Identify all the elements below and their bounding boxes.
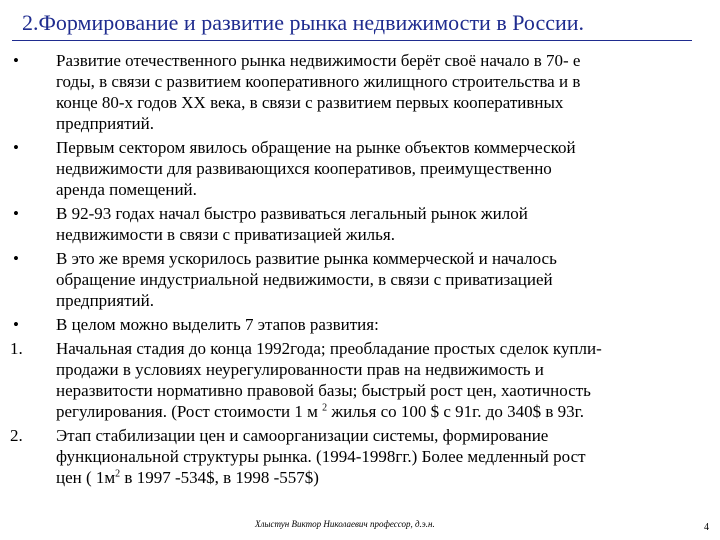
text-line xyxy=(56,467,688,488)
text-line: продажи в условиях неурегулированности прав на недвижимость и xyxy=(56,360,544,379)
text-segment: цен ( 1м xyxy=(56,468,116,487)
footer-author: Хлыстун Виктор Николаевич профессор, д.э.н. xyxy=(255,519,435,529)
text-line: годы, в связи с развитием кооперативного жилищного строительства и в xyxy=(56,72,581,91)
text-line: Развитие отечественного рынка недвижимости берёт своё начало в 70- е xyxy=(56,51,581,70)
bullet-item xyxy=(0,50,720,134)
bullet-marker: • xyxy=(13,249,19,268)
bullet-marker: • xyxy=(13,204,19,223)
text-line: предприятий. xyxy=(56,114,154,133)
item-number: 2. xyxy=(10,426,23,445)
text-line: аренда помещений. xyxy=(56,180,197,199)
item-text xyxy=(56,338,688,422)
text-line: конце 80-х годов XX века, в связи с развитием первых кооперативных xyxy=(56,93,564,112)
text-segment: жилья со 100 $ с 91г. до 340$ в 93г. xyxy=(327,402,584,421)
item-text xyxy=(56,248,688,311)
text-line: В целом можно выделить 7 этапов развития: xyxy=(56,315,379,334)
item-text xyxy=(56,50,688,134)
numbered-item xyxy=(0,338,720,422)
bullet-item xyxy=(0,248,720,311)
bullet-item xyxy=(0,203,720,245)
bullet-marker: • xyxy=(13,138,19,157)
text-line: В 92-93 годах начал быстро развиваться легальный рынок жилой xyxy=(56,204,528,223)
content-list xyxy=(0,50,720,491)
item-text xyxy=(56,425,688,488)
item-text xyxy=(56,137,688,200)
item-text xyxy=(56,203,688,245)
text-line: предприятий. xyxy=(56,291,154,310)
item-number: 1. xyxy=(10,339,23,358)
text-line: функциональной структуры рынка. (1994-1998гг.) Более медленный рост xyxy=(56,447,586,466)
text-line: Первым сектором явилось обращение на рынке объектов коммерческой xyxy=(56,138,576,157)
text-segment: регулирования. (Рост стоимости 1 м xyxy=(56,402,323,421)
text-segment: в 1997 -534$, в 1998 -557$) xyxy=(120,468,319,487)
text-line: недвижимости для развивающихся кооперативов, преимущественно xyxy=(56,159,552,178)
superscript-exponent: 2 xyxy=(322,402,328,414)
slide-title: 2.Формирование и развитие рынка недвижимости в России. xyxy=(22,10,585,35)
text-line: Этап стабилизации цен и самоорганизации системы, формирование xyxy=(56,426,549,445)
text-line: В это же время ускорилось развитие рынка коммерческой и началось xyxy=(56,249,557,268)
bullet-item xyxy=(0,137,720,200)
title-underline xyxy=(12,40,692,41)
bullet-item xyxy=(0,314,720,335)
text-line: неразвитости нормативно правовой базы; быстрый рост цен, хаотичность xyxy=(56,381,591,400)
item-text xyxy=(56,314,688,335)
text-line: обращение индустриальной недвижимости, в связи с приватизацией xyxy=(56,270,553,289)
bullet-marker: • xyxy=(13,51,19,70)
superscript-exponent: 2 xyxy=(115,468,121,480)
text-line: Начальная стадия до конца 1992года; преобладание простых сделок купли- xyxy=(56,339,602,358)
text-line xyxy=(56,401,688,422)
page-number: 4 xyxy=(704,522,709,533)
numbered-item xyxy=(0,425,720,488)
text-line: недвижимости в связи с приватизацией жилья. xyxy=(56,225,395,244)
bullet-marker: • xyxy=(13,315,19,334)
